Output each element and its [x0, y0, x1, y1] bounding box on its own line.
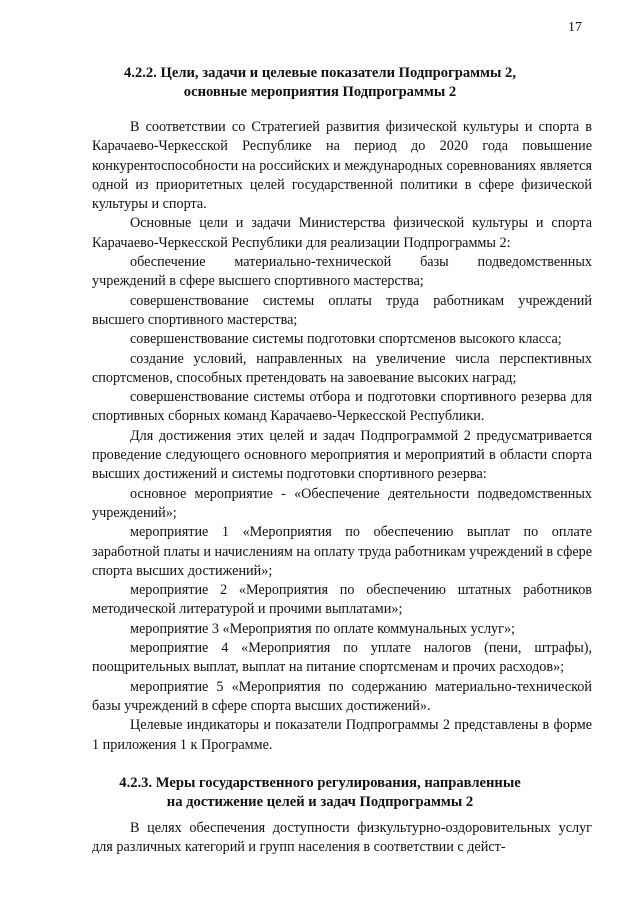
paragraph: мероприятие 2 «Мероприятия по обеспечению штатных работников методической литературой и прочими выплатами»;	[92, 582, 592, 618]
heading-line: 4.2.2. Цели, задачи и целевые показатели Подпрограммы 2,	[124, 65, 516, 81]
heading-line: на достижение целей и задач Подпрограммы 2	[166, 794, 474, 810]
section-heading-4-2-2	[0, 64, 640, 102]
paragraph: В соответствии со Стратегией развития физической культуры и спорта в Карачаево-Черкесской Республике на период до 2020 года повышение конкурентоспособности на российских и международных соревнованиях является одной из приоритетных целей государственной политики в сфере физической культуры и спорта.	[92, 119, 592, 213]
paragraph: В целях обеспечения доступности физкультурно-оздоровительных услуг для различных категорий и групп населения в соответствии с дейст-	[92, 820, 592, 856]
paragraph: совершенствование системы отбора и подготовки спортивного резерва для спортивных сборных команд Карачаево-Черкесской Республики.	[92, 389, 592, 425]
paragraph: мероприятие 1 «Мероприятия по обеспечению выплат по оплате заработной платы и начислениям на оплату труда работникам учреждений в сфере спорта высших достижений»;	[92, 524, 593, 579]
paragraph: создание условий, направленных на увеличение числа перспективных спортсменов, способных претендовать на завоевание высоких наград;	[92, 350, 592, 386]
section-body-4-2-3	[92, 819, 592, 858]
paragraph: обеспечение материально-технической базы подведомственных учреждений в сфере высшего спортивного мастерства;	[92, 254, 592, 290]
paragraph: Основные цели и задачи Министерства физической культуры и спорта Карачаево-Черкесской Республики для реализации Подпрограммы 2:	[92, 215, 592, 251]
paragraph: Целевые индикаторы и показатели Подпрограммы 2 представлены в форме 1 приложения 1 к Программе.	[92, 717, 592, 753]
heading-line: основные мероприятия Подпрограммы 2	[183, 84, 457, 100]
paragraph: совершенствование системы оплаты труда работникам учреждений высшего спортивного мастерства;	[92, 292, 592, 328]
paragraph: мероприятие 4 «Мероприятия по уплате налогов (пени, штрафы), поощрительных выплат, выплат на питание спортсменам и прочих расходов»;	[92, 640, 592, 676]
section-body-4-2-2	[92, 118, 592, 755]
paragraph: Для достижения этих целей и задач Подпрограммой 2 предусматривается проведение следующего основного мероприятия и мероприятий в области спорта высших достижений и системы подготовки спортивного резерва:	[92, 427, 592, 483]
paragraph: мероприятие 3 «Мероприятия по оплате коммунальных услуг»;	[130, 620, 515, 637]
paragraph: основное мероприятие - «Обеспечение деятельности подведомственных учреждений»;	[92, 485, 592, 521]
paragraph: мероприятие 5 «Мероприятия по содержанию материально-технической базы учреждений в сфере спорта высших достижений».	[92, 678, 592, 714]
paragraph: совершенствование системы подготовки спортсменов высокого класса;	[130, 331, 562, 348]
page-number: 17	[568, 20, 582, 35]
heading-line: 4.2.3. Меры государственного регулирования, направленные	[119, 775, 521, 791]
section-heading-4-2-3	[0, 774, 640, 812]
